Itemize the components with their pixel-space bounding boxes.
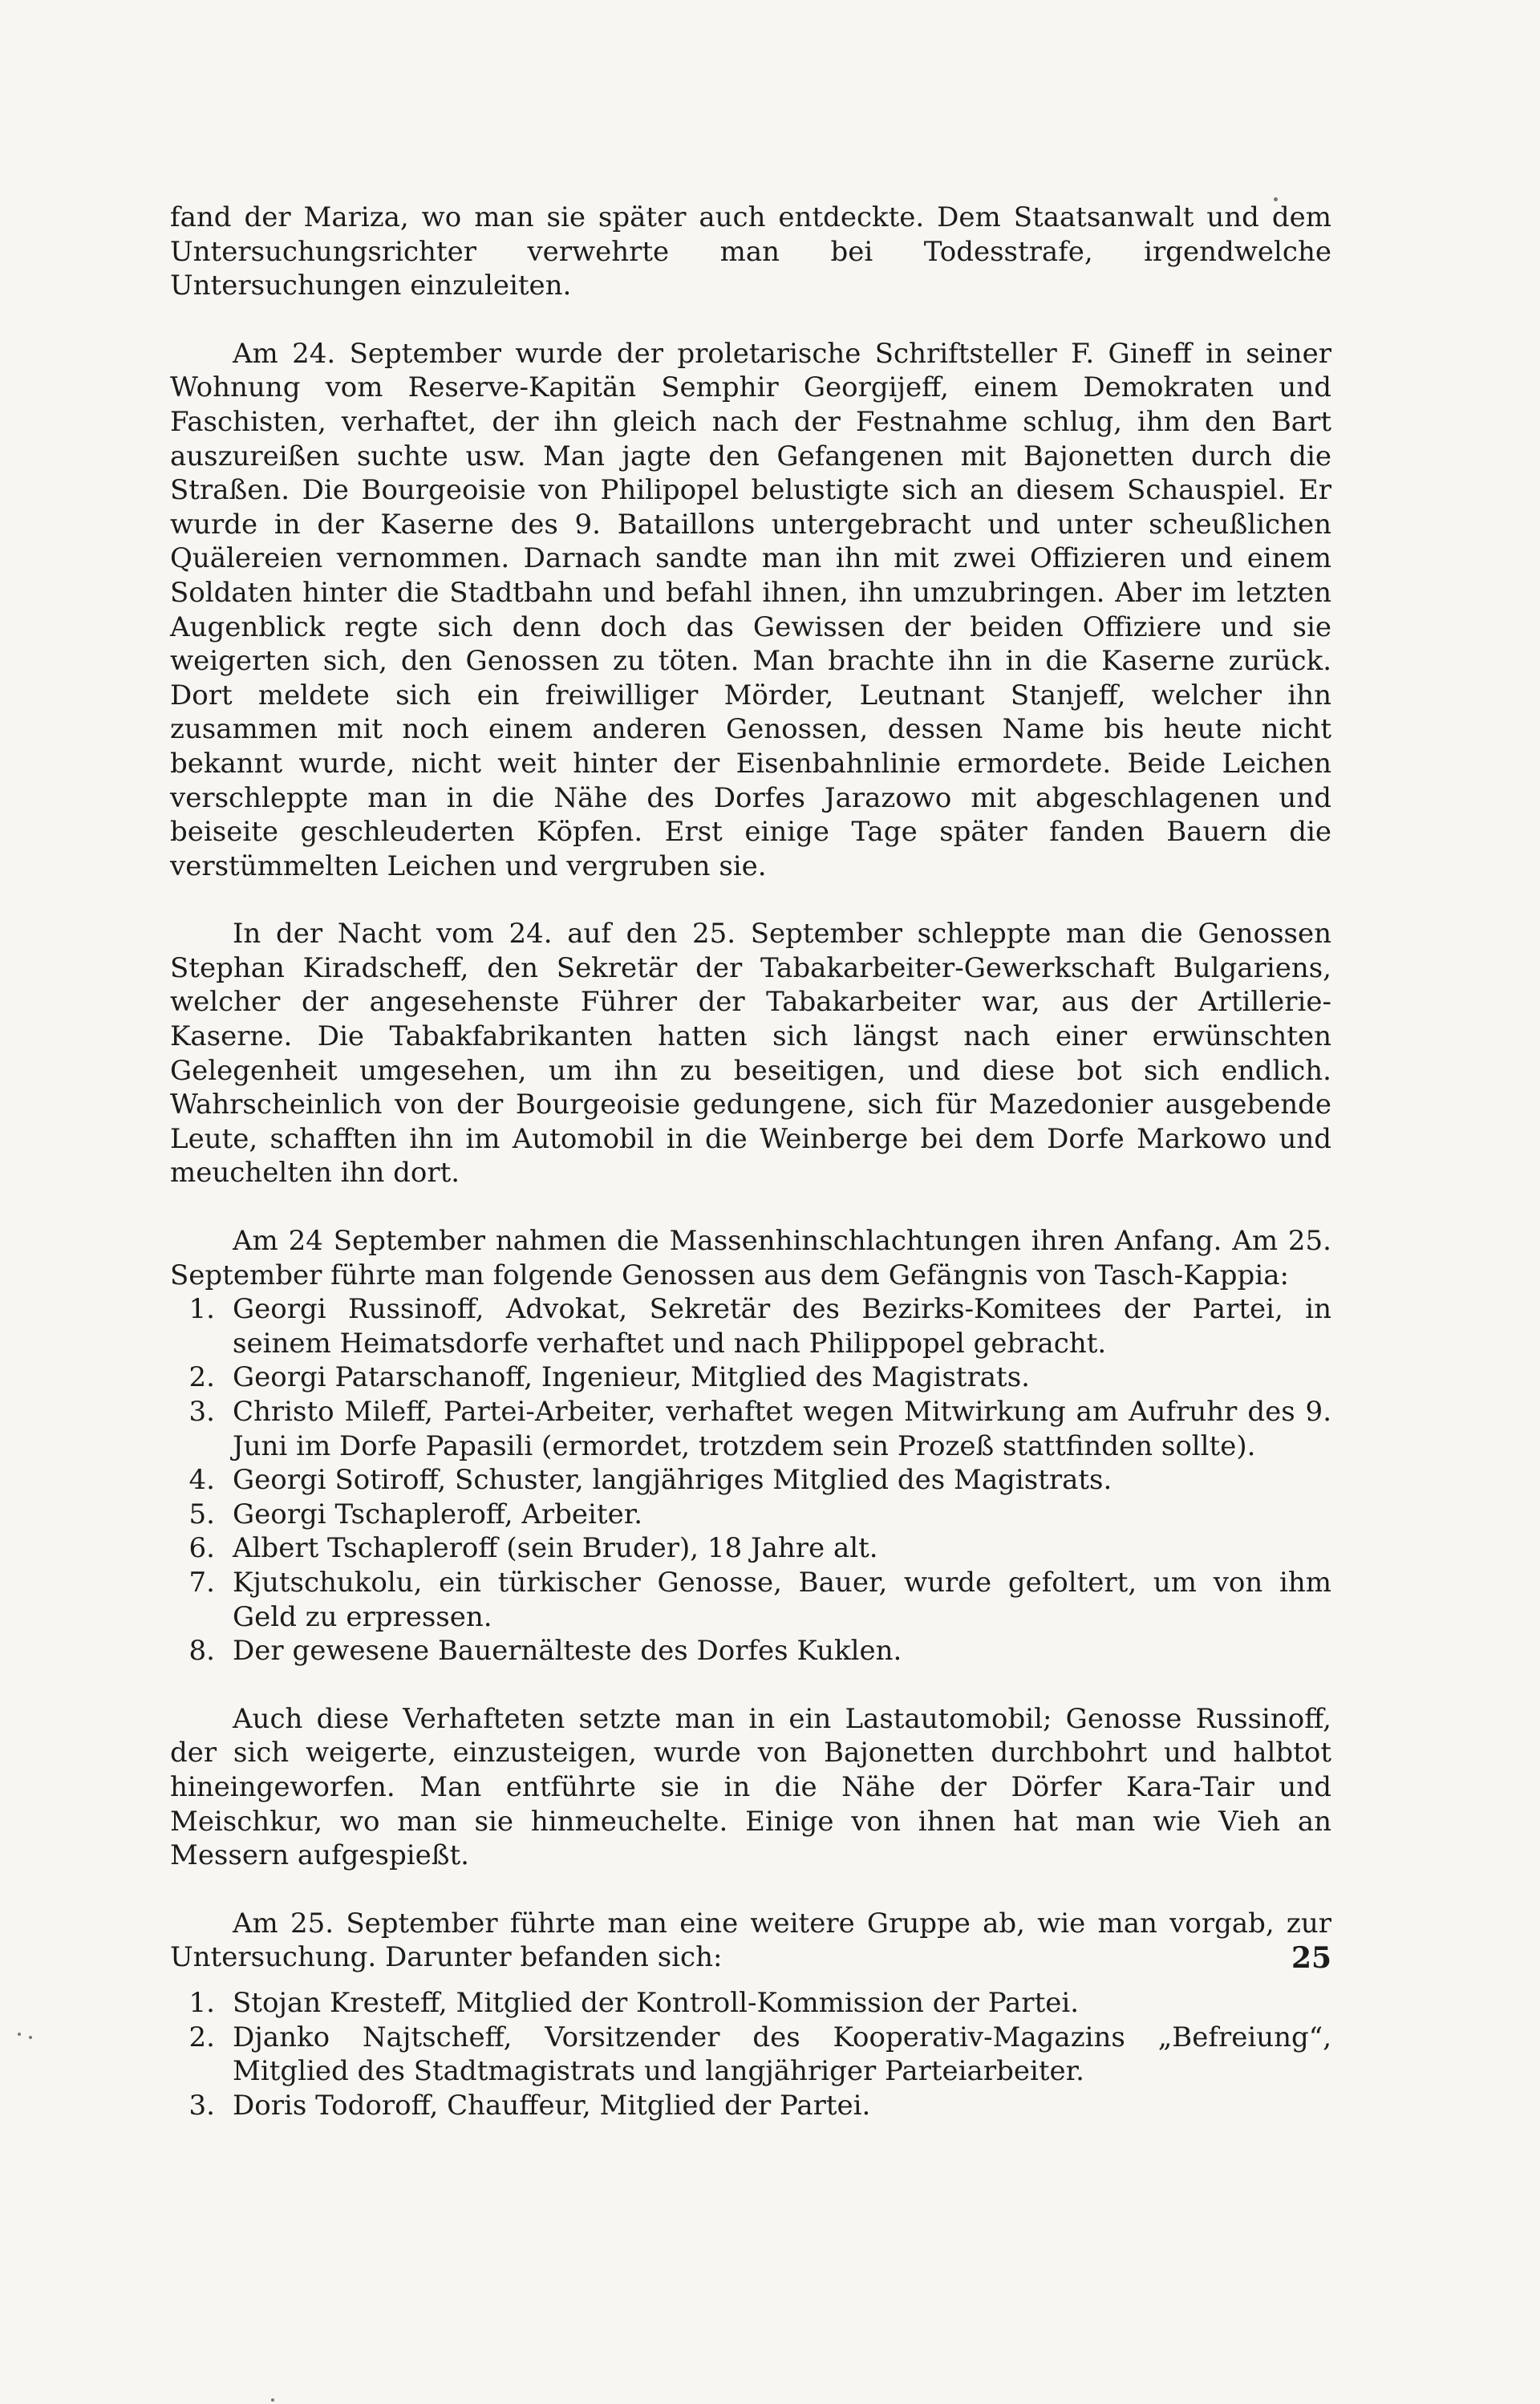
list-text: Christo Mileff, Partei-Arbeiter, verhaftet wegen Mitwirkung am Aufruhr des 9. Juni im Dorfe Papasili (ermordet, trotzdem sein Prozeß stattfinden sollte).: [233, 1396, 1331, 1462]
page-number: 25: [1291, 1941, 1332, 1975]
list-text: Georgi Tschapleroff, Arbeiter.: [233, 1498, 643, 1530]
list-number: 3.: [188, 2089, 215, 2122]
list-number: 7.: [188, 1566, 215, 1599]
list-number: 5.: [188, 1498, 215, 1530]
list-item: [170, 1986, 1331, 2021]
list-item: [170, 1566, 1331, 1634]
list-number: 2.: [188, 2021, 215, 2053]
paper-speck: [1274, 197, 1278, 201]
list-item: [170, 1292, 1331, 1360]
list-number: 2.: [188, 1361, 215, 1394]
list-text: Albert Tschapleroff (sein Bruder), 18 Jahre alt.: [233, 1532, 878, 1565]
paragraph-1: fand der Mariza, wo man sie später auch entdeckte. Dem Staatsanwalt und dem Untersuchungsrichter verwehrte man bei Todesstrafe, irgendwelche Untersuchungen einzuleiten.: [170, 201, 1331, 302]
paragraph-3: In der Nacht vom 24. auf den 25. September schleppte man die Genossen Stephan Kiradscheff, den Sekretär der Tabakarbeiter-Gewerkschaft Bulgariens, welcher der angesehenste Führer der Tabakarbeiter war, aus der Artillerie-Kaserne. Die Tabakfabrikanten hatten sich längst nach einer erwünschten Gelegenheit umgesehen, um ihn zu beseitigen, und diese bot sich endlich. Wahrscheinlich von der Bourgeoisie gedungene, sich für Mazedonier ausgebende Leute, schafften ihn im Automobil in die Weinberge bei dem Dorfe Markowo und meuchelten ihn dort.: [170, 918, 1331, 1190]
paper-speck: [271, 2398, 274, 2402]
list-number: 4.: [188, 1464, 215, 1497]
list-number: 6.: [188, 1532, 215, 1565]
list-text: Georgi Russinoff, Advokat, Sekretär des Bezirks-Komitees der Partei, in seinem Heimatsdorfe verhaftet und nach Philippopel gebracht.: [233, 1293, 1331, 1360]
list-item: [170, 1463, 1331, 1498]
list-item: [170, 1395, 1331, 1463]
list-item: [170, 1531, 1331, 1566]
list-text: Doris Todoroff, Chauffeur, Mitglied der Partei.: [233, 2089, 871, 2122]
paper-speck: [29, 2036, 32, 2039]
paragraph-2: Am 24. September wurde der proletarische Schriftsteller F. Gineff in seiner Wohnung vom Reserve-Kapitän Semphir Georgijeff, einem Demokraten und Faschisten, verhaftet, der ihn gleich nach der Festnahme schlug, ihm den Bart auszureißen suchte usw. Man jagte den Gefangenen mit Bajonetten durch die Straßen. Die Bourgeoisie von Philipopel belustigte sich an diesem Schauspiel. Er wurde in der Kaserne des 9. Bataillons untergebracht und unter scheußlichen Quälereien vernommen. Darnach sandte man ihn mit zwei Offizieren und einem Soldaten hinter die Stadtbahn und befahl ihnen, ihn umzubringen. Aber im letzten Augenblick regte sich denn doch das Gewissen der beiden Offiziere und sie weigerten sich, den Genossen zu töten. Man brachte ihn in die Kaserne zurück. Dort meldete sich ein freiwilliger Mörder, Leutnant Stanjeff, welcher ihn zusammen mit noch einem anderen Genossen, dessen Name bis heute nicht bekannt wurde, nicht weit hinter der Eisenbahnlinie ermordete. Beide Leichen verschleppte man in die Nähe des Dorfes Jarazowo mit abgeschlagenen und beiseite geschleuderten Köpfen. Erst einige Tage später fanden Bauern die verstümmelten Leichen und vergruben sie.: [170, 337, 1331, 882]
list-text: Der gewesene Bauernälteste des Dorfes Kuklen.: [233, 1635, 902, 1668]
victim-list-1: [170, 1292, 1331, 1668]
list-text: Kjutschukolu, ein türkischer Genosse, Bauer, wurde gefoltert, um von ihm Geld zu erpressen.: [233, 1566, 1331, 1633]
list-number: 3.: [188, 1396, 215, 1428]
paragraph-4: Am 24 September nahmen die Massenhinschlachtungen ihren Anfang. Am 25. September führte man folgende Genossen aus dem Gefängnis von Tasch-Kappia:: [170, 1225, 1331, 1291]
list-item: [170, 2021, 1331, 2089]
victim-list-2: [170, 1986, 1331, 2122]
paragraph-5: Auch diese Verhafteten setzte man in ein Lastautomobil; Genosse Russinoff, der sich weigerte, einzusteigen, wurde von Bajonetten durchbohrt und halbtot hineingeworfen. Man entführte sie in die Nähe der Dörfer Kara-Tair und Meischkur, wo man sie hinmeuchelte. Einige von ihnen hat man wie Vieh an Messern aufgespießt.: [170, 1702, 1331, 1872]
list-item: [170, 1498, 1331, 1532]
list-number: 1.: [188, 1986, 215, 2019]
text-column: [170, 201, 1331, 2122]
list-number: 8.: [188, 1635, 215, 1668]
paper-speck: [18, 2033, 21, 2036]
list-text: Djanko Najtscheff, Vorsitzender des Kooperativ-Magazins „Befreiung“, Mitglied des Stadtmagistrats und langjähriger Parteiarbeiter.: [233, 2021, 1331, 2088]
list-text: Georgi Patarschanoff, Ingenieur, Mitglied des Magistrats.: [233, 1361, 1030, 1394]
list-item: [170, 1360, 1331, 1395]
list-text: Stojan Kresteff, Mitglied der Kontroll-Kommission der Partei.: [233, 1986, 1080, 2019]
list-text: Georgi Sotiroff, Schuster, langjähriges Mitglied des Magistrats.: [233, 1464, 1112, 1497]
list-item: [170, 1634, 1331, 1668]
list-item: [170, 2089, 1331, 2123]
paragraph-6: Am 25. September führte man eine weitere Gruppe ab, wie man vorgab, zur Untersuchung. Darunter befanden sich:: [170, 1907, 1331, 1974]
list-number: 1.: [188, 1293, 215, 1326]
